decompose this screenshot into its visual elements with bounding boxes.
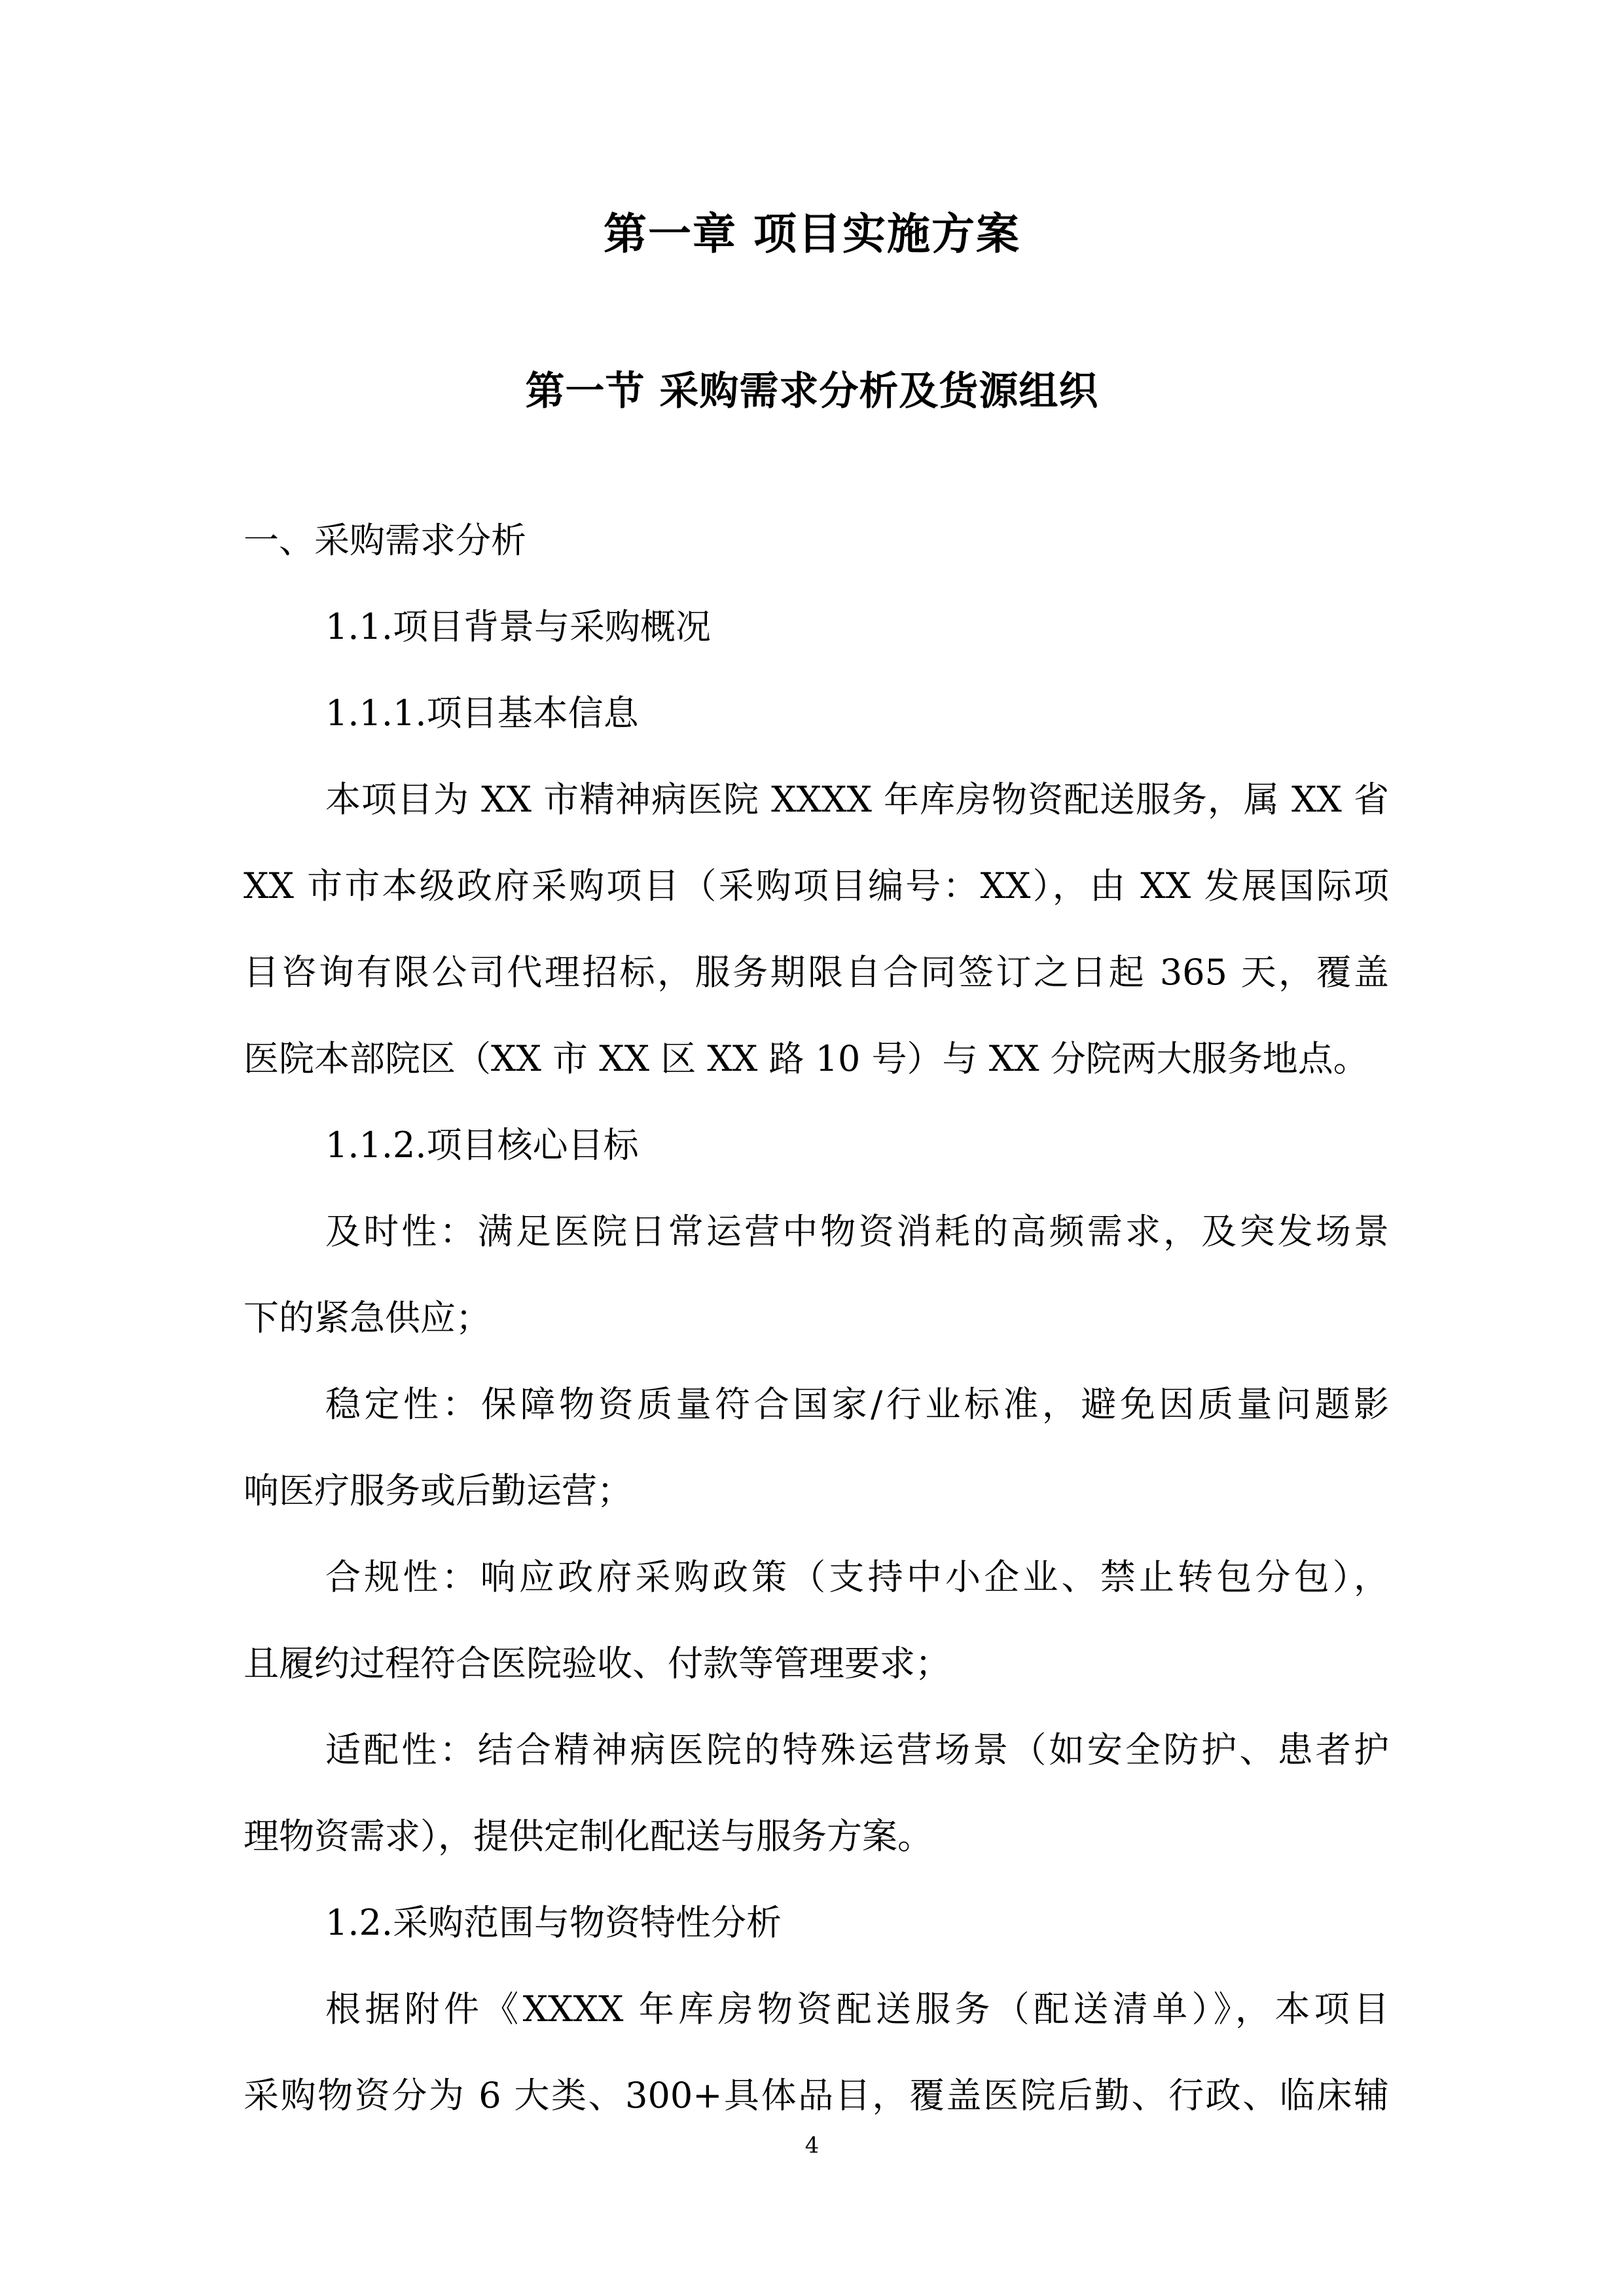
paragraph-line: 目咨询有限公司代理招标，服务期限自合同签订之日起 365 天，覆盖 <box>244 952 1389 993</box>
paragraph-line: 本项目为 XX 市精神病医院 XXXX 年库房物资配送服务，属 XX 省 <box>325 779 1389 820</box>
paragraph-line: 下的紧急供应； <box>244 1297 491 1338</box>
paragraph-line: 理物资需求），提供定制化配送与服务方案。 <box>244 1816 933 1857</box>
paragraph-line: 及时性：满足医院日常运营中物资消耗的高频需求，及突发场景 <box>325 1211 1389 1252</box>
paragraph-line: 采购物资分为 6 大类、300+具体品目，覆盖医院后勤、行政、临床辅 <box>244 2075 1389 2116</box>
paragraph-line: 1.1.1.项目基本信息 <box>325 692 639 734</box>
chapter-title: 第一章 项目实施方案 <box>604 209 1020 259</box>
paragraph-line: XX 市市本级政府采购项目（采购项目编号：XX），由 XX 发展国际项 <box>244 865 1389 906</box>
page-number: 4 <box>804 2132 820 2159</box>
paragraph-line: 医院本部院区（XX 市 XX 区 XX 路 10 号）与 XX 分院两大服务地点。 <box>244 1038 1369 1079</box>
paragraph-line: 稳定性：保障物资质量符合国家/行业标准，避免因质量问题影 <box>325 1384 1389 1425</box>
paragraph-line: 合规性：响应政府采购政策（支持中小企业、禁止转包分包）， <box>325 1556 1389 1598</box>
section-title: 第一节 采购需求分析及货源组织 <box>525 368 1099 414</box>
paragraph-line: 1.2.采购范围与物资特性分析 <box>325 1902 782 1943</box>
paragraph-line: 响医疗服务或后勤运营； <box>244 1470 632 1511</box>
paragraph-line: 根据附件《XXXX 年库房物资配送服务（配送清单）》，本项目 <box>325 1988 1389 2030</box>
paragraph-line: 1.1.2.项目核心目标 <box>325 1124 639 1166</box>
paragraph-line: 1.1.项目背景与采购概况 <box>325 606 712 647</box>
paragraph-line: 一、采购需求分析 <box>244 520 526 561</box>
paragraph-line: 适配性：结合精神病医院的特殊运营场景（如安全防护、患者护 <box>325 1729 1389 1770</box>
paragraph-line: 且履约过程符合医院验收、付款等管理要求； <box>244 1643 950 1684</box>
